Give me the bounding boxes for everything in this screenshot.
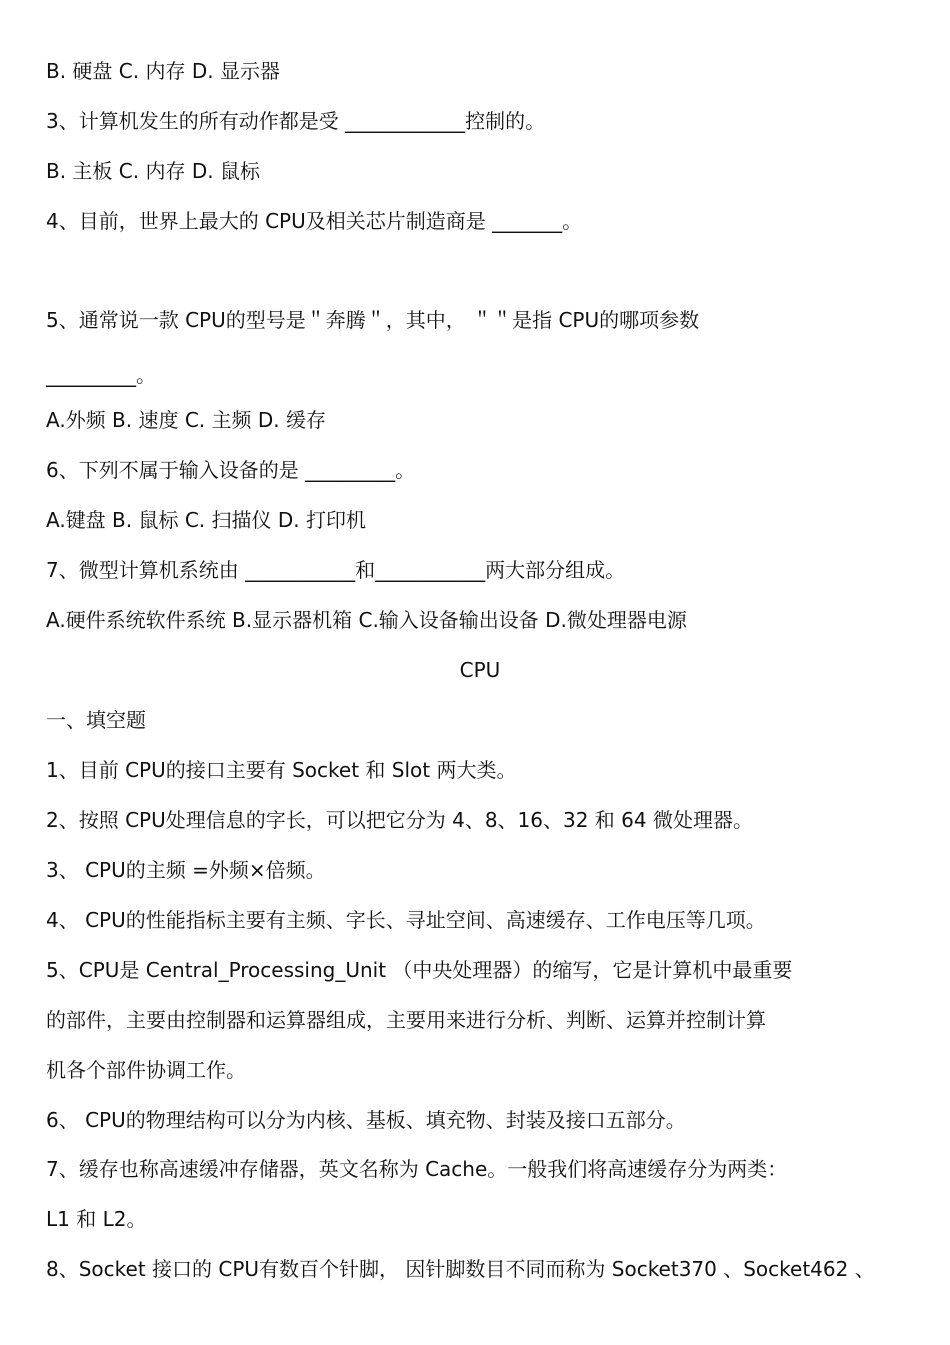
answer-5-line-3: 机各个部件协调工作。 — [46, 1058, 246, 1082]
answer-3: 3、 CPU的主频 =外频×倍频。 — [46, 858, 326, 882]
question-5: 5、通常说一款 CPU的型号是＂奔腾＂，其中， ＂＂是指 CPU的哪项参数 — [46, 308, 700, 332]
question-6: 6、下列不属于输入设备的是 _________。 — [46, 458, 416, 482]
answer-8: 8、Socket 接口的 CPU有数百个针脚， 因针脚数目不同而称为 Socket370 、Socket462 、 — [46, 1257, 875, 1281]
question-7: 7、微型计算机系统由 ___________和___________两大部分组成。 — [46, 558, 626, 582]
answer-2: 2、按照 CPU处理信息的字长，可以把它分为 4、8、16、32 和 64 微处理器。 — [46, 808, 753, 832]
question-3: 3、计算机发生的所有动作都是受 ____________控制的。 — [46, 109, 546, 133]
section-heading: 一、填空题 — [46, 708, 146, 732]
question-5-blank: _________。 — [46, 363, 156, 387]
answer-7-line-2: L1 和 L2。 — [46, 1207, 147, 1231]
answer-5-line-1: 5、CPU是 Central_Processing_Unit （中央处理器）的缩写，它是计算机中最重要 — [46, 958, 793, 982]
q2-options: B. 硬盘 C. 内存 D. 显示器 — [46, 59, 280, 83]
answer-6: 6、 CPU的物理结构可以分为内核、基板、填充物、封装及接口五部分。 — [46, 1108, 686, 1132]
q3-options: B. 主板 C. 内存 D. 鼠标 — [46, 159, 260, 183]
section-title: CPU — [459, 658, 501, 682]
answer-4: 4、 CPU的性能指标主要有主频、字长、寻址空间、高速缓存、工作电压等几项。 — [46, 908, 766, 932]
q7-options: A.硬件系统软件系统 B.显示器机箱 C.输入设备输出设备 D.微处理器电源 — [46, 608, 687, 632]
answer-1: 1、目前 CPU的接口主要有 Socket 和 Slot 两大类。 — [46, 758, 517, 782]
answer-7-line-1: 7、缓存也称高速缓冲存储器，英文名称为 Cache。一般我们将高速缓存分为两类： — [46, 1157, 788, 1181]
question-4: 4、目前，世界上最大的 CPU及相关芯片制造商是 _______。 — [46, 209, 583, 233]
answer-5-line-2: 的部件，主要由控制器和运算器组成，主要用来进行分析、判断、运算并控制计算 — [46, 1008, 766, 1032]
q6-options: A.键盘 B. 鼠标 C. 扫描仪 D. 打印机 — [46, 508, 366, 532]
q5-options: A.外频 B. 速度 C. 主频 D. 缓存 — [46, 408, 326, 432]
